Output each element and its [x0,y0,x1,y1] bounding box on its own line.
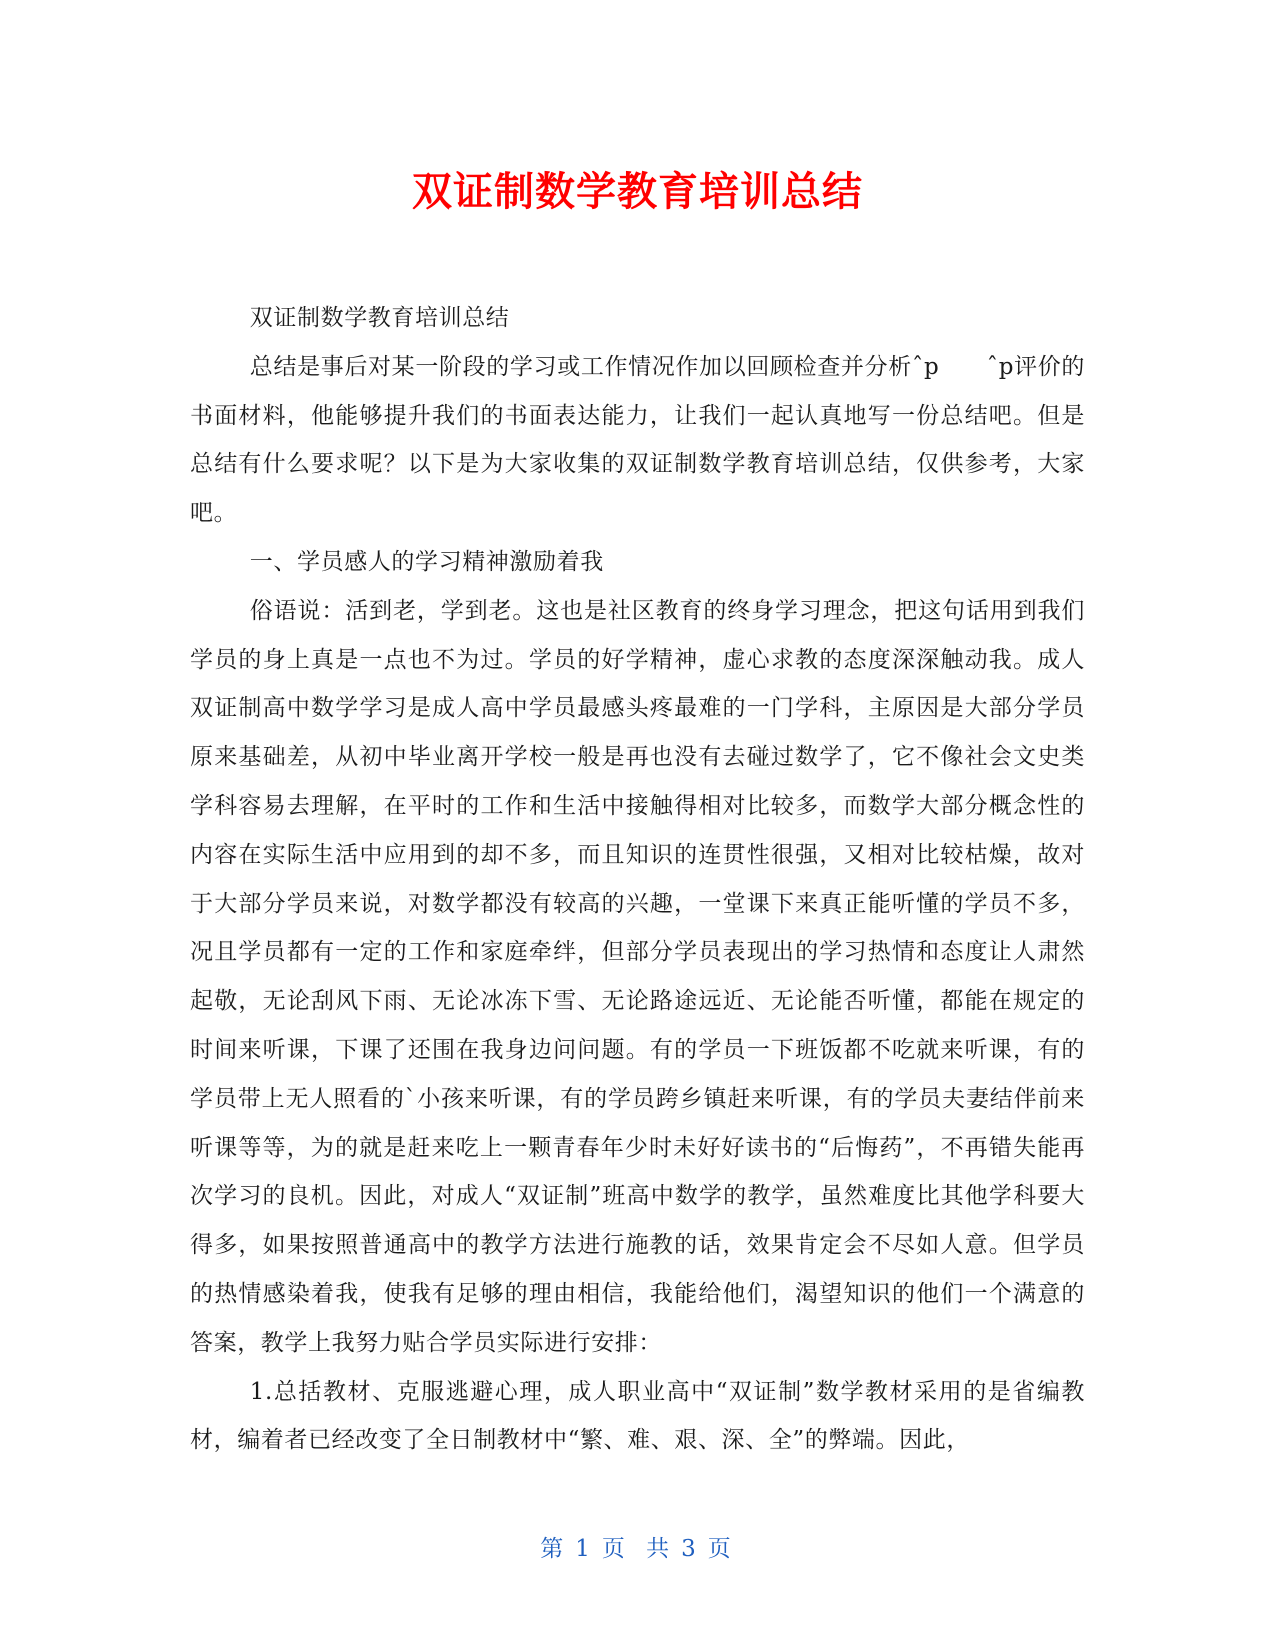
paragraph-body: 俗语说：活到老，学到老。这也是社区教育的终身学习理念，把这句话用到我们学员的身上真是一点也不为过。学员的好学精神，虚心求教的态度深深触动我。成人双证制高中数学学习是成人高中学员最感头疼最难的一门学科，主原因是大部分学员原来基础差，从初中毕业离开学校一般是再也没有去碰过数学了，它不像社会文史类学科容易去理解，在平时的工作和生活中接触得相对比较多，而数学大部分概念性的内容在实际生活中应用到的却不多，而且知识的连贯性很强，又相对比较枯燥，故对于大部分学员来说，对数学都没有较高的兴趣，一堂课下来真正能听懂的学员不多，况且学员都有一定的工作和家庭牵绊，但部分学员表现出的学习热情和态度让人肃然起敬，无论刮风下雨、无论冰冻下雪、无论路途远近、无论能否听懂，都能在规定的时间来听课，下课了还围在我身边问问题。有的学员一下班饭都不吃就来听课，有的学员带上无人照看的`小孩来听课，有的学员跨乡镇赶来听课，有的学员夫妻结伴前来听课等等，为的就是赶来吃上一颗青春年少时未好好读书的“后悔药”，不再错失能再次学习的良机。因此，对成人“双证制”班高中数学的教学，虽然难度比其他学科要大得多，如果按照普通高中的教学方法进行施教的话，效果肯定会不尽如人意。但学员的热情感染着我，使我有足够的理由相信，我能给他们，渴望知识的他们一个满意的答案，教学上我努力贴合学员实际进行安排： [190,597,1085,1356]
footer-suffix: 页 [707,1536,735,1562]
footer-total-pages: 3 [681,1536,700,1562]
document-title: 双证制数学教育培训总结 [412,169,863,215]
document-body [190,294,1085,1465]
footer-page-number: 1 [575,1536,594,1562]
page-footer [0,1530,1275,1563]
section-heading: 一、学员感人的学习精神激励着我 [249,548,604,575]
footer-mid: 页 共 [601,1536,674,1562]
footer-prefix: 第 [540,1536,568,1562]
paragraph-list-item: 1.总括教材、克服逃避心理，成人职业高中“双证制”数学教材采用的是省编教材，编着者已经改变了全日制教材中“繁、难、艰、深、全”的弊端。因此， [190,1378,1085,1454]
paragraph-subtitle: 双证制数学教育培训总结 [249,305,510,331]
paragraph-intro: 总结是事后对某一阶段的学习或工作情况作加以回顾检查并分析ˆp ˆp评价的书面材料，他能够提升我们的书面表达能力，让我们一起认真地写一份总结吧。但是总结有什么要求呢？以下是为大家收集的双证制数学教育培训总结，仅供参考，大家吧。 [190,353,1085,527]
